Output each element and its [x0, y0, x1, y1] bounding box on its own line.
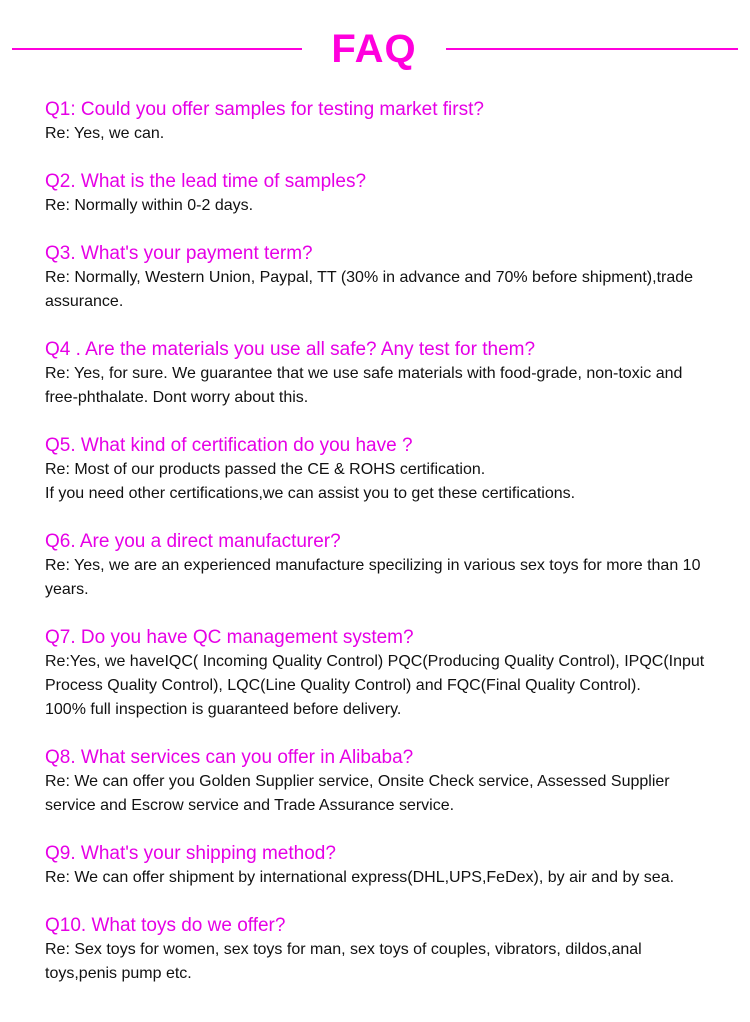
faq-item-1 [45, 98, 735, 146]
faq-answer-line: Re: Normally, Western Union, Paypal, TT (30% in advance and 70% before shipment),trade [45, 269, 694, 286]
faq-answer-line: service and Escrow service and Trade Assurance service. [45, 797, 455, 814]
header-divider-left [12, 48, 302, 50]
faq-question: Q5. What kind of certification do you have ? [45, 435, 413, 456]
faq-item-8 [45, 746, 735, 818]
faq-answer-line: toys,penis pump etc. [45, 965, 192, 982]
faq-answer-line: Re: Normally within 0-2 days. [45, 197, 254, 214]
faq-answer-line: years. [45, 581, 89, 598]
faq-item-4 [45, 338, 735, 410]
faq-question: Q9. What's your shipping method? [45, 843, 336, 864]
faq-question: Q1: Could you offer samples for testing market first? [45, 99, 484, 120]
faq-answer-line: If you need other certifications,we can assist you to get these certifications. [45, 485, 576, 502]
page-title: FAQ [331, 27, 417, 71]
faq-item-7 [45, 626, 735, 722]
faq-answer-line: Re: Yes, for sure. We guarantee that we use safe materials with food-grade, non-toxic and [45, 365, 683, 382]
faq-question: Q3. What's your payment term? [45, 243, 313, 264]
faq-item-9 [45, 842, 735, 890]
faq-item-6 [45, 530, 735, 602]
faq-answer-line: assurance. [45, 293, 124, 310]
faq-answer-line: Re: We can offer you Golden Supplier service, Onsite Check service, Assessed Supplier [45, 773, 670, 790]
faq-question: Q6. Are you a direct manufacturer? [45, 531, 341, 552]
faq-answer-line: Re:Yes, we haveIQC( Incoming Quality Control) PQC(Producing Quality Control), IPQC(Input [45, 653, 705, 670]
faq-question: Q2. What is the lead time of samples? [45, 171, 367, 192]
faq-answer-line: free-phthalate. Dont worry about this. [45, 389, 309, 406]
faq-header [0, 22, 750, 76]
faq-question: Q10. What toys do we offer? [45, 915, 286, 936]
faq-question: Q8. What services can you offer in Alibaba? [45, 747, 414, 768]
faq-answer-line: 100% full inspection is guaranteed before delivery. [45, 701, 402, 718]
faq-question: Q7. Do you have QC management system? [45, 627, 414, 648]
header-divider-right [446, 48, 738, 50]
faq-answer-line: Re: We can offer shipment by international express(DHL,UPS,FeDex), by air and by sea. [45, 869, 675, 886]
faq-answer-line: Re: Yes, we can. [45, 125, 165, 142]
faq-item-3 [45, 242, 735, 314]
faq-answer-line: Re: Yes, we are an experienced manufacture specilizing in various sex toys for more than 10 [45, 557, 701, 574]
faq-question: Q4 . Are the materials you use all safe? Any test for them? [45, 339, 536, 360]
faq-item-2 [45, 170, 735, 218]
faq-answer-line: Re: Sex toys for women, sex toys for man, sex toys of couples, vibrators, dildos,anal [45, 941, 642, 958]
faq-answer-line: Re: Most of our products passed the CE & ROHS certification. [45, 461, 486, 478]
faq-item-5 [45, 434, 735, 506]
faq-item-10 [45, 914, 735, 986]
faq-answer-line: Process Quality Control), LQC(Line Quality Control) and FQC(Final Quality Control). [45, 677, 641, 694]
